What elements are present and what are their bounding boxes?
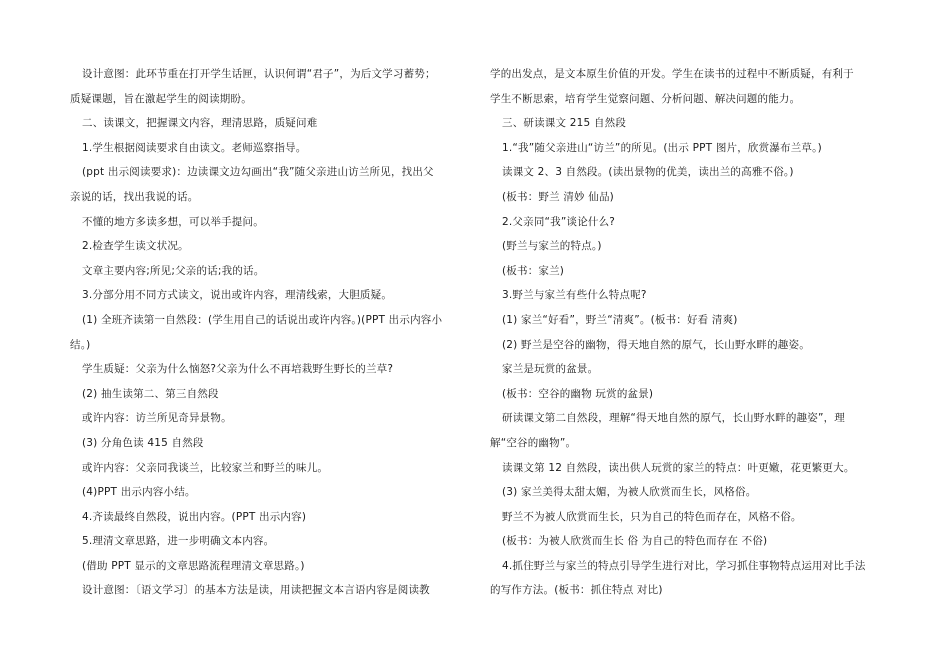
text-line: (板书：野兰 清妙 仙品)	[502, 190, 614, 203]
left-text-column	[70, 62, 450, 603]
right-text-column	[490, 62, 870, 603]
text-line: 学的出发点，是文本原生价值的开发。学生在读书的过程中不断质疑，有利于	[490, 68, 854, 80]
text-line: 2.检查学生读文状况。	[82, 240, 189, 253]
text-line: 的写作方法。(板书：抓住特点 对比)	[490, 584, 663, 597]
text-line: 读课文 2、3 自然段。(读出景物的优美，读出兰的高雅不俗。)	[502, 166, 794, 179]
text-line: 学生质疑：父亲为什么恼怒?父亲为什么不再培栽野生野长的兰草?	[82, 363, 394, 376]
text-line: (借助 PPT 显示的文章思路流程理清文章思路。)	[82, 559, 305, 572]
text-line: 3.分部分用不同方式读文，说出或许内容，理清线索，大胆质疑。	[82, 289, 393, 302]
text-line: (板书：空谷的幽物 玩赏的盆景)	[502, 387, 654, 400]
text-line: 结。)	[70, 338, 91, 351]
text-line: 2.父亲同“我”谈论什么?	[502, 215, 616, 228]
text-line: 设计意图：〔语文学习〕的基本方法是读，用读把握文本言语内容是阅读教	[82, 584, 430, 597]
text-line: (板书：家兰)	[502, 264, 565, 277]
text-line: 读课文第 12 自然段，读出供人玩赏的家兰的特点：叶更嫩，花更繁更大。	[502, 461, 855, 474]
text-line: 3.野兰与家兰有些什么特点呢?	[502, 289, 647, 302]
text-line: 二、读课文，把握课文内容，理清思路，质疑问难	[82, 117, 318, 130]
text-line: 设计意图：此环节重在打开学生话匣，认识何谓“君子”，为后文学习蓄势；	[82, 68, 436, 80]
text-line: 1.学生根据阅读要求自由读文。老师巡察指导。	[82, 141, 307, 154]
text-line: 不懂的地方多读多想，可以举手提问。	[82, 215, 264, 228]
text-line: 4.齐读最终自然段，说出内容。(PPT 出示内容)	[82, 510, 307, 523]
text-line: 或许内容：父亲同我谈兰，比较家兰和野兰的味儿。	[82, 461, 329, 474]
text-line: 或许内容：访兰所见奇异景物。	[82, 412, 232, 425]
text-line: 学生不断思索，培育学生觉察问题、分析问题、解决问题的能力。	[490, 92, 801, 105]
text-line: (板书：为被人欣赏而生长 俗 为自己的特色而存在 不俗)	[502, 535, 768, 548]
text-line: 文章主要内容;所见;父亲的话;我的话。	[82, 264, 265, 277]
text-line: 1.“我”随父亲进山“访兰”的所见。(出示 PPT 图片，欣赏瀑布兰草。)	[502, 141, 822, 154]
text-line: (1) 全班齐读第一自然段：(学生用自己的话说出或许内容。)(PPT 出示内容小	[82, 313, 443, 326]
text-line: (3) 家兰美得太甜太媚，为被人欣赏而生长，风格俗。	[502, 486, 757, 499]
text-line: (3) 分角色读 415 自然段	[82, 436, 204, 449]
text-line: (2) 野兰是空谷的幽物，得天地自然的原气，长山野水畔的趣姿。	[502, 338, 810, 351]
text-line: (1) 家兰“好看”，野兰“清爽”。(板书：好看 清爽)	[502, 313, 738, 326]
text-line: 4.抓住野兰与家兰的特点引导学生进行对比，学习抓住事物特点运用对比手法	[502, 559, 866, 572]
text-line: 解“空谷的幽物”。	[490, 436, 577, 449]
text-line: 野兰不为被人欣赏而生长，只为自己的特色而存在，风格不俗。	[502, 510, 802, 523]
text-line: 三、研读课文 215 自然段	[502, 117, 627, 130]
text-line: 亲说的话，找出我说的话。	[70, 190, 199, 203]
text-line: 5.理清文章思路，进一步明确文本内容。	[82, 535, 275, 548]
text-line: 质疑课题，旨在激起学生的阅读期盼。	[70, 92, 252, 105]
text-line: (2) 抽生读第二、第三自然段	[82, 387, 219, 400]
text-line: (野兰与家兰的特点。)	[502, 240, 602, 253]
text-line: 研读课文第二自然段，理解“得天地自然的原气，长山野水畔的趣姿”，理	[502, 412, 845, 425]
text-line: (ppt 出示阅读要求)：边读课文边勾画出“我”随父亲进山访兰所见，找出父	[82, 166, 434, 179]
text-line: 家兰是玩赏的盆景。	[502, 363, 599, 376]
text-line: (4)PPT 出示内容小结。	[82, 486, 196, 499]
